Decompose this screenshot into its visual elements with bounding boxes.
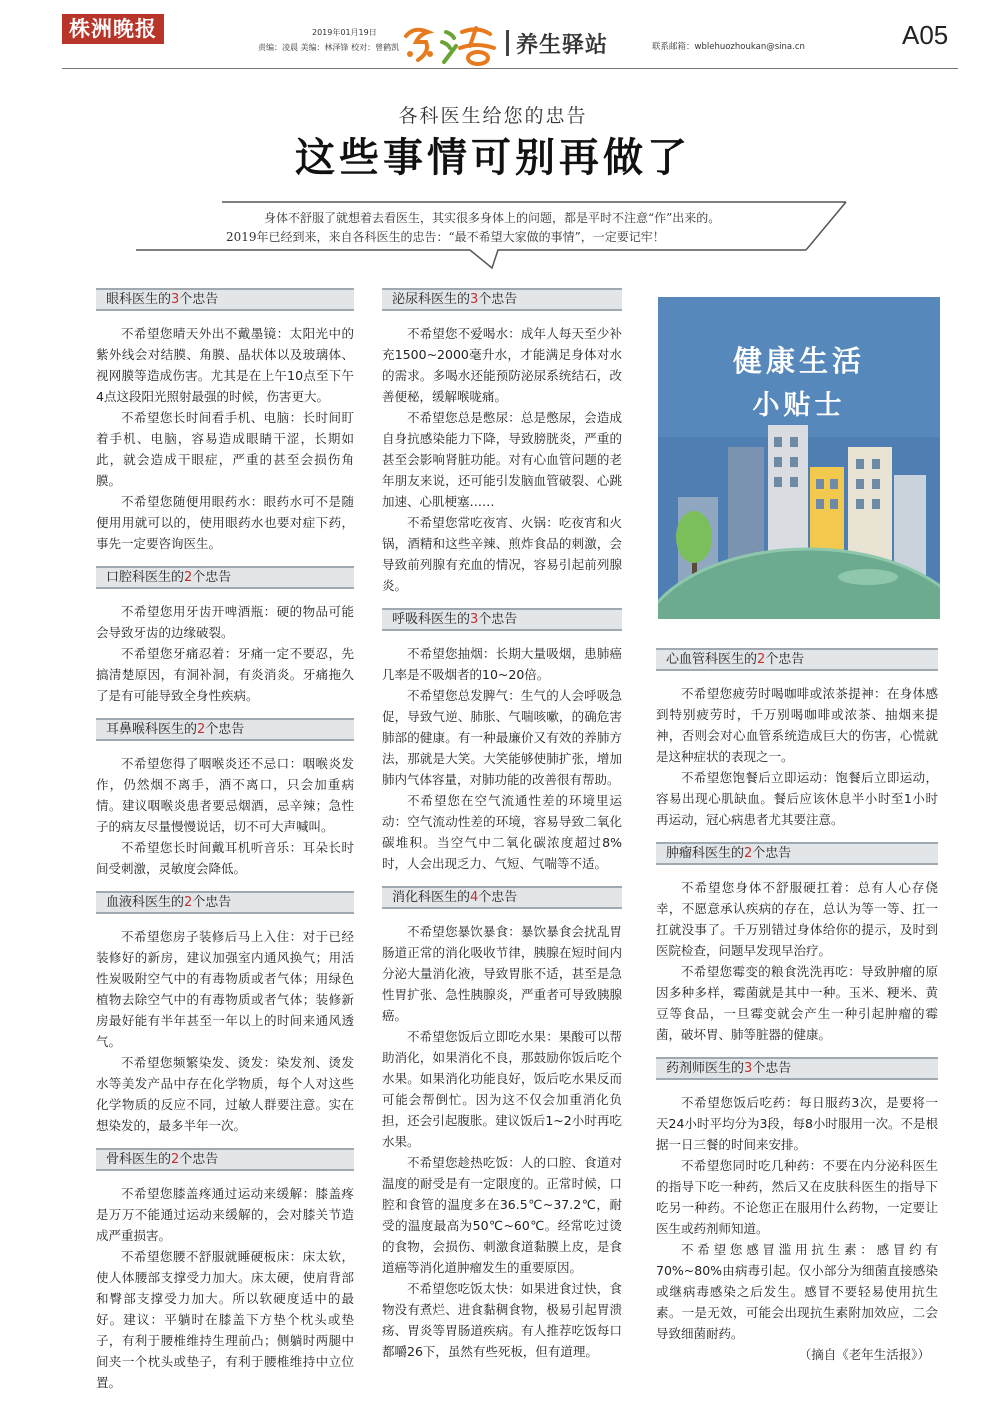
paragraph: 不希望您腰不舒服就睡硬板床：床太软，使人体腰部支撑受力加大。床太硬，使肩背部和臀部支撑受力加大。所以软硬度适中的最好。建议：平躺时在膝盖下方垫个枕头或垫子，有利于腰椎维持生理前凸；侧躺时两腿中间夹一个枕头或垫子，有利于腰椎维持中立位置。 (96, 1249, 354, 1390)
paragraph: 不希望您随便用眼药水：眼药水可不是随便用用就可以的，使用眼药水也要对症下药，事先一定要咨询医生。 (96, 494, 354, 551)
article-lead (226, 209, 796, 247)
paragraph: 不希望您吃饭太快：如果进食过快，食物没有煮烂、进食黏稠食物，极易引起胃溃疡、胃炎等胃肠道疾病。有人推荐吃饭每口都嚼26下，虽然有些死板，但有道理。 (382, 1281, 622, 1359)
article-kicker: 各科医生给您的忠告 (398, 105, 588, 127)
paragraph: 不希望您饱餐后立即运动：饱餐后立即运动，容易出现心肌缺血。餐后应该休息半小时至1小时再运动，冠心病患者尤其要注意。 (656, 770, 938, 827)
section-name: 养生驿站 (516, 33, 609, 58)
section-respiratory-header: 呼吸科医生的3个忠告 (382, 608, 622, 631)
lead-line-2: 2019年已经到来，来自各科医生的忠告：“最不希望大家做的事情”，一定要记牢！ (226, 230, 665, 244)
section-respiratory-body (382, 643, 622, 874)
paragraph: 不希望您饭后立即吃水果：果酸可以帮助消化，如果消化不良，那鼓励你饭后吃个水果。如果消化功能良好，饭后吃水果反而可能会帮倒忙。因为这不仅会加重消化负担，还会引起腹胀。建议饭后1~2小时再吃水果。 (382, 1029, 622, 1149)
paragraph: 不希望您常吃夜宵、火锅：吃夜宵和火锅，酒精和这些辛辣、煎炸食品的刺激，会导致前列腺有充血的情况，容易引起前列腺炎。 (382, 515, 622, 593)
paragraph: 不希望您房子装修后马上入住：对于已经装修好的新房，建议加强室内通风换气；用活性炭吸附空气中的有毒物质或者气体；用绿色植物去除空气中的有毒物质或者气体；装修新房最好能有半年甚至一年以上的时间来通风透气。 (96, 929, 354, 1049)
page-number: A05 (902, 20, 949, 50)
section-gastro-header: 消化科医生的4个忠告 (382, 886, 622, 909)
section-cardio-header: 心血管科医生的2个忠告 (656, 648, 938, 671)
tips-title-line1: 健康生活 (732, 344, 865, 378)
paragraph: 不希望您在空气流通性差的环境里运动：空气流动性差的环境，容易导致二氧化碳堆积。当空气中二氧化碳浓度超过8%时，人会出现乏力、气短、气喘等不适。 (382, 793, 622, 871)
health-tips-illustration (658, 297, 940, 619)
contact-address: wblehuozhoukan@sina.cn (694, 42, 805, 52)
paragraph: 不希望您趁热吃饭：人的口腔、食道对温度的耐受是有一定限度的。正常时候，口腔和食管的温度多在36.5℃~37.2℃，耐受的温度最高为50℃~60℃。经常吃过烫的食物，会损伤、刺激食道黏膜上皮，是食道癌等消化道肿瘤发生的重要原因。 (382, 1155, 622, 1275)
paragraph: 不希望您长时间看手机、电脑：长时间盯着手机、电脑，容易造成眼睛干涩，长期如此，就会造成干眼症，严重的甚至会损伤角膜。 (96, 410, 354, 488)
advice-count: 2 (184, 570, 193, 585)
paragraph: 不希望您抽烟：长期大量吸烟，患肺癌几率是不吸烟者的10~20倍。 (382, 646, 622, 682)
paragraph: 不希望您得了咽喉炎还不忌口：咽喉炎发作，仍然烟不离手，酒不离口，只会加重病情。建议咽喉炎患者要忌烟酒，忌辛辣；急性子的病友尽量慢慢说话，切不可大声喊叫。 (96, 756, 354, 834)
column-left (96, 288, 354, 1393)
paragraph: 不希望您身体不舒服硬扛着：总有人心存侥幸，不愿意承认疾病的存在，总认为等一等、扛一扛就没事了。千万别错过身体给你的提示，及时到医院检查，问题早发现早治疗。 (656, 880, 938, 958)
tips-title-line2: 小贴士 (752, 390, 846, 421)
paragraph: 不希望您暴饮暴食：暴饮暴食会扰乱胃肠道正常的消化吸收节律，胰腺在短时间内分泌大量消化液，导致胃胀不适，甚至是急性胃扩张、急性胰腺炎，严重者可导致胰腺癌。 (382, 924, 622, 1023)
paper-logo: 株洲晚报 (62, 14, 164, 44)
advice-count: 4 (470, 890, 479, 905)
paragraph: 不希望您总发脾气：生气的人会呼吸急促，导致气逆、肺胀、气喘咳嗽，的确危害肺部的健康。有一种最廉价又有效的养肺方法，那就是大笑。大笑能够使肺扩张，增加肺内气体容量，对肺功能的改善很有帮助。 (382, 688, 622, 787)
advice-count: 3 (470, 292, 479, 307)
section-urology-body (382, 323, 622, 596)
lead-line-1: 身体不舒服了就想着去看医生，其实很多身体上的问题，都是平时不注意“作”出来的。 (264, 211, 721, 225)
section-urology-header: 泌尿科医生的3个忠告 (382, 288, 622, 311)
source-note: （摘自《老年生活报》） (798, 1347, 930, 1362)
article-headline: 这些事情可别再做了 (295, 134, 691, 181)
advice-count: 3 (470, 612, 479, 627)
section-oral-header: 口腔科医生的2个忠告 (96, 566, 354, 589)
contact-label: 联系邮箱： (652, 42, 695, 52)
paragraph: 不希望您饭后吃药：每日服药3次，是要将一天24小时平均分为3段，每8小时服用一次。不是根据一日三餐的时间来安排。 (656, 1095, 938, 1152)
section-cardio-body (656, 683, 938, 830)
column-middle (382, 288, 622, 1362)
section-hematology-body (96, 926, 354, 1136)
advice-count: 2 (171, 1152, 180, 1167)
paragraph: 不希望您膝盖疼通过运动来缓解：膝盖疼是万万不能通过运动来缓解的，会对膝关节造成严重损害。 (96, 1186, 354, 1243)
editor-credits: 责编：凌晨 美编：林泽锋 校对：曾鹤凯 (258, 43, 400, 52)
advice-count: 2 (184, 895, 193, 910)
section-oncology-header: 肿瘤科医生的2个忠告 (656, 842, 938, 865)
paragraph: 不希望您用牙齿开啤酒瓶：硬的物品可能会导致牙齿的边缘破裂。 (96, 604, 354, 640)
advice-count: 2 (197, 722, 206, 737)
advice-count: 3 (744, 1061, 753, 1076)
paragraph: 不希望您牙痛忍着：牙痛一定不要忍，先搞清楚原因，有洞补洞，有炎消炎。牙痛拖久了是有可能导致全身性疾病。 (96, 646, 354, 703)
paragraph: 不希望您同时吃几种药：不要在内分泌科医生的指导下吃一种药，然后又在皮肤科医生的指导下吃另一种药。不论您正在服用什么药物，一定要让医生或药剂师知道。 (656, 1158, 938, 1236)
section-pharmacy-header: 药剂师医生的3个忠告 (656, 1057, 938, 1080)
section-ent-body (96, 753, 354, 879)
section-hematology-header: 血液科医生的2个忠告 (96, 891, 354, 914)
issue-date: 2019年01月19日 (312, 28, 377, 37)
paragraph: 不希望您晴天外出不戴墨镜：太阳光中的紫外线会对结膜、角膜、晶状体以及玻璃体、视网膜等造成伤害。尤其是在上午10点至下午4点这段阳光照射最强的时候，伤害更大。 (96, 326, 354, 404)
section-pharmacy-body (656, 1092, 938, 1344)
section-oral-body (96, 601, 354, 706)
paragraph: 不希望您频繁染发、烫发：染发剂、烫发水等美发产品中存在化学物质，每个人对这些化学物质的反应不同，过敏人群要注意。实在想染发的，最多半年一次。 (96, 1055, 354, 1133)
advice-count: 3 (171, 292, 180, 307)
paragraph: 不希望您霉变的粮食洗洗再吃：导致肿瘤的原因多种多样，霉菌就是其中一种。玉米、粳米、黄豆等食品，一旦霉变就会产生一种引起肿瘤的霉菌，破坏胃、肺等脏器的健康。 (656, 964, 938, 1042)
paragraph: 不希望您不爱喝水：成年人每天至少补充1500~2000毫升水，才能满足身体对水的需求。多喝水还能预防泌尿系统结石，改善便秘，缓解喉咙痛。 (382, 326, 622, 404)
section-oncology-body (656, 877, 938, 1045)
section-gastro-body (382, 921, 622, 1362)
paragraph: 不希望您疲劳时喝咖啡或浓茶提神：在身体感到特别疲劳时，千万别喝咖啡或浓茶、抽烟来提神，否则会对心血管系统造成巨大的伤害，心慌就是这种症状的表现之一。 (656, 686, 938, 764)
column-right (656, 648, 938, 1365)
paragraph: 不希望您感冒滥用抗生素：感冒约有70%~80%由病毒引起。仅小部分为细菌直接感染或继病毒感染之后发生。感冒不要轻易使用抗生素。一是无效，可能会出现抗生素附加效应，二会导致细菌耐药。 (656, 1242, 938, 1341)
paragraph: 不希望您长时间戴耳机听音乐：耳朵长时间受刺激，灵敏度会降低。 (96, 840, 354, 876)
section-eye-body (96, 323, 354, 554)
advice-count: 2 (744, 846, 753, 861)
advice-count: 2 (757, 652, 766, 667)
section-ent-header: 耳鼻喉科医生的2个忠告 (96, 718, 354, 741)
section-eye-header: 眼科医生的3个忠告 (96, 288, 354, 311)
paragraph: 不希望您总是憋尿：总是憋尿，会造成自身抗感染能力下降，导致膀胱炎，严重的甚至会影响肾脏功能。对有心血管问题的老年朋友来说，还可能引发脑血管破裂、心跳加速、心肌梗塞…… (382, 410, 622, 509)
section-ortho-header: 骨科医生的2个忠告 (96, 1148, 354, 1171)
section-ortho-body (96, 1183, 354, 1393)
